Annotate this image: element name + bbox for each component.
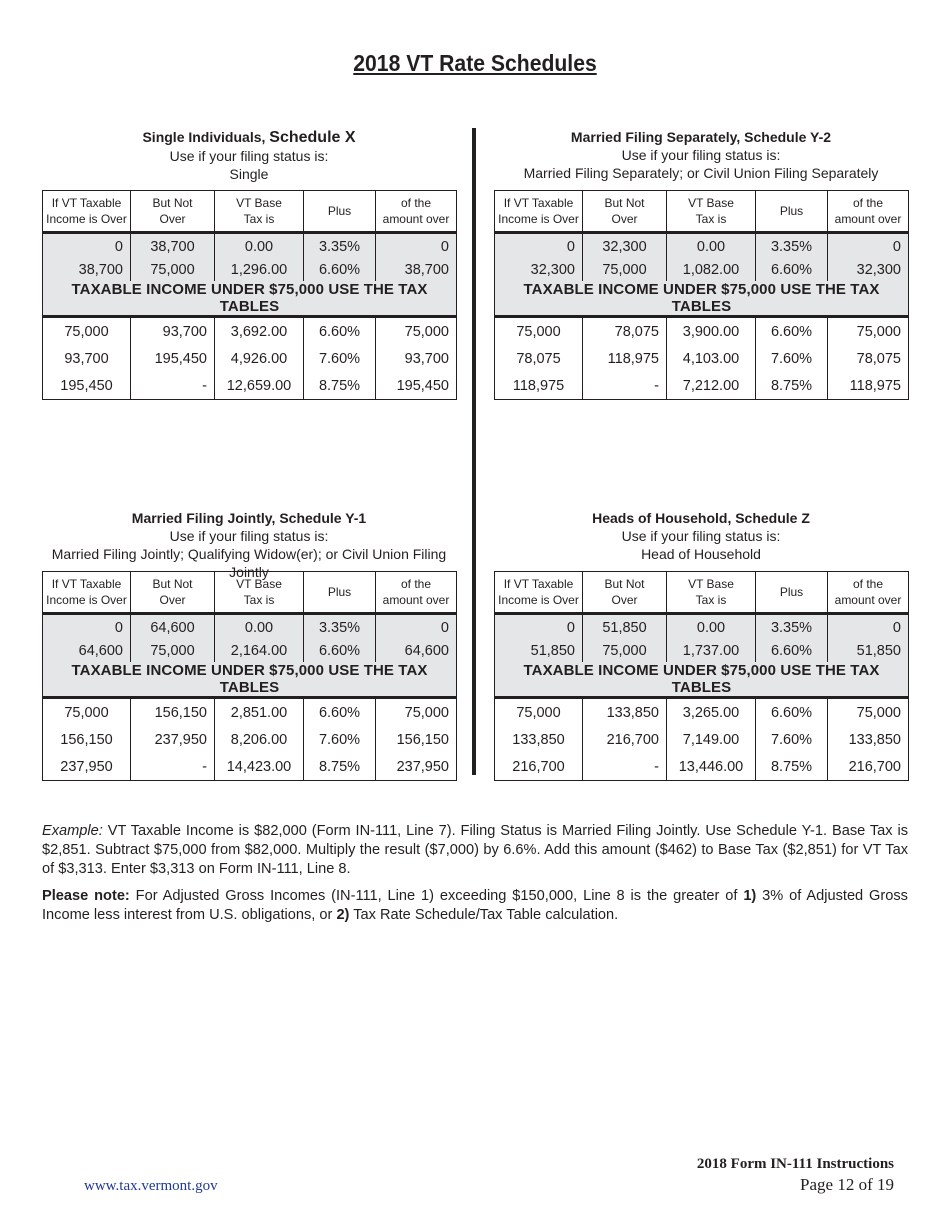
schedule-name (494, 509, 908, 527)
column-header (667, 572, 756, 614)
table-cell: 6.60% (756, 639, 828, 662)
column-header-line: Income is Over (46, 593, 127, 607)
table-row (495, 698, 909, 727)
form-name: 2018 Form IN-111 Instructions (696, 1156, 894, 1172)
table-cell: 51,850 (828, 639, 909, 662)
table-row (43, 726, 457, 753)
column-header (215, 572, 304, 614)
note-text-3: Tax Rate Schedule/Tax Table calculation. (349, 907, 619, 923)
table-cell: 195,450 (376, 372, 457, 400)
table-cell: 32,300 (583, 233, 667, 259)
table-cell: 0.00 (667, 614, 756, 640)
column-header-line: VT Base (236, 577, 282, 591)
table-cell: 75,000 (43, 698, 131, 727)
table-cell: 75,000 (43, 317, 131, 346)
website-link[interactable]: www.tax.vermont.gov (84, 1178, 218, 1194)
example-paragraph (42, 822, 908, 879)
table-cell: 118,975 (583, 345, 667, 372)
notes (42, 822, 908, 933)
table-cell: 75,000 (583, 258, 667, 281)
table-cell: 195,450 (131, 345, 215, 372)
note-bold-2: 2) (336, 907, 350, 923)
table-cell: 3,692.00 (215, 317, 304, 346)
column-header-line: If VT Taxable (51, 196, 122, 210)
column-header-line: But Not (152, 577, 193, 591)
table-cell: 6.60% (304, 639, 376, 662)
page-title: 2018 VT Rate Schedules (353, 50, 597, 76)
table-cell: 64,600 (376, 639, 457, 662)
filing-status-text: Single (229, 166, 269, 182)
table-cell: 0 (495, 233, 583, 259)
schedule-z-block (494, 509, 908, 781)
column-header (828, 191, 909, 233)
table-cell: 216,700 (828, 753, 909, 781)
tax-table-note: TAXABLE INCOME UNDER $75,000 USE THE TAX TABLES (43, 281, 457, 317)
example-text: VT Taxable Income is $82,000 (Form IN-111, Line 7). Filing Status is Married Filing Jointly. Use Schedule Y-1. Base Tax is $2,851. Subtract $75,000 from $82,000. Multiply the result ($7,000) by 6.6%. Add this amount ($462) to Base Tax ($2,851) for VT Tax of $3,313. Enter $3,313 on Form IN-111, Line 8. (42, 823, 908, 877)
rate-table (494, 571, 909, 781)
table-row (43, 258, 457, 281)
column-header (376, 191, 457, 233)
table-row (495, 317, 909, 346)
column-header (495, 572, 583, 614)
table-cell: 75,000 (131, 258, 215, 281)
table-cell: 3,265.00 (667, 698, 756, 727)
table-cell: 118,975 (828, 372, 909, 400)
table-cell: 237,950 (376, 753, 457, 781)
table-cell: 75,000 (828, 698, 909, 727)
table-cell: 156,150 (43, 726, 131, 753)
table-cell: 64,600 (43, 639, 131, 662)
column-header-line: Tax is (243, 593, 275, 607)
column-header-line: Income is Over (498, 593, 579, 607)
table-cell: 3.35% (304, 233, 376, 259)
use-if-text: Use if your filing status is: (169, 528, 329, 544)
table-cell: 0 (828, 233, 909, 259)
table-row (43, 233, 457, 259)
table-cell: 75,000 (495, 698, 583, 727)
table-cell: 0.00 (667, 233, 756, 259)
column-header-line: VT Base (688, 196, 734, 210)
table-cell: 2,851.00 (215, 698, 304, 727)
table-cell: 133,850 (495, 726, 583, 753)
table-cell: 3.35% (756, 233, 828, 259)
table-cell: 0.00 (215, 233, 304, 259)
table-row (43, 614, 457, 640)
table-cell: 32,300 (495, 258, 583, 281)
column-header (43, 572, 131, 614)
center-divider (472, 128, 476, 775)
column-header (583, 191, 667, 233)
column-header-line: of the (400, 196, 432, 210)
table-cell: 6.60% (756, 258, 828, 281)
table-cell: - (583, 753, 667, 781)
please-note-paragraph (42, 887, 908, 925)
table-cell: 0 (495, 614, 583, 640)
note-text-1: For Adjusted Gross Incomes (IN-111, Line 1) exceeding $150,000, Line 8 is the greater of (129, 888, 744, 904)
table-cell: 3.35% (756, 614, 828, 640)
table-row (495, 258, 909, 281)
table-row (43, 753, 457, 781)
column-header-line: If VT Taxable (51, 577, 122, 591)
table-cell: 8.75% (756, 372, 828, 400)
schedule-name-text: Married Filing Jointly, Schedule Y-1 (131, 510, 367, 526)
table-cell: 3,900.00 (667, 317, 756, 346)
schedule-name-text: Single Individuals, (142, 129, 270, 145)
schedule-y1-block (42, 509, 456, 781)
table-header-row (495, 572, 909, 614)
column-header-line: Over (159, 593, 186, 607)
note-bold-1: 1) (743, 888, 757, 904)
table-header-row (43, 572, 457, 614)
filing-status-text: Head of Household (641, 546, 761, 562)
table-cell: 216,700 (495, 753, 583, 781)
column-header-line: Income is Over (46, 212, 127, 226)
column-header-line: But Not (604, 196, 645, 210)
tax-table-note-row (43, 662, 457, 698)
column-header-line: Over (159, 212, 186, 226)
table-cell: 7.60% (756, 726, 828, 753)
table-cell: 216,700 (583, 726, 667, 753)
column-header-line: amount over (382, 593, 450, 607)
table-cell: 64,600 (131, 614, 215, 640)
table-cell: 8.75% (304, 753, 376, 781)
table-cell: 0 (376, 614, 457, 640)
page-number: Page 12 of 19 (800, 1175, 894, 1194)
table-cell: - (131, 372, 215, 400)
table-cell: 6.60% (304, 317, 376, 346)
table-cell: 75,000 (376, 698, 457, 727)
filing-status-text: Married Filing Separately; or Civil Union Filing Separately (523, 165, 879, 181)
column-header-line: Tax is (695, 593, 727, 607)
rate-table (494, 190, 909, 400)
table-row (43, 317, 457, 346)
column-header-line: Plus (779, 204, 804, 218)
schedule-name (42, 509, 456, 527)
table-cell: 32,300 (828, 258, 909, 281)
table-cell: 78,075 (495, 345, 583, 372)
table-cell: 93,700 (131, 317, 215, 346)
please-note-label: Please note: (42, 888, 130, 904)
column-header (756, 191, 828, 233)
table-cell: 1,082.00 (667, 258, 756, 281)
table-row (495, 233, 909, 259)
use-if-text: Use if your filing status is: (621, 528, 781, 544)
note-text-2: 3% of Adjusted Gross Income less interest from U.S. obligations, or (42, 888, 908, 923)
column-header (304, 191, 376, 233)
column-header-line: Over (611, 212, 638, 226)
table-cell: 38,700 (376, 258, 457, 281)
table-cell: 38,700 (131, 233, 215, 259)
table-cell: 51,850 (583, 614, 667, 640)
column-header (667, 191, 756, 233)
filing-status-text: Married Filing Jointly; Qualifying Widow(er); or Civil Union Filing Jointly (51, 546, 447, 580)
table-cell: 75,000 (583, 639, 667, 662)
table-cell: 6.60% (304, 698, 376, 727)
schedule-x-block (42, 128, 456, 400)
tax-table-note-row (43, 281, 457, 317)
table-row (43, 372, 457, 400)
tax-table-note-row (495, 281, 909, 317)
table-cell: 7.60% (304, 726, 376, 753)
table-header-row (43, 191, 457, 233)
table-cell: 51,850 (495, 639, 583, 662)
table-cell: 156,150 (131, 698, 215, 727)
use-if-text: Use if your filing status is: (169, 148, 329, 164)
column-header-line: Plus (327, 204, 352, 218)
tax-table-note-row (495, 662, 909, 698)
table-cell: 133,850 (583, 698, 667, 727)
table-cell: 75,000 (131, 639, 215, 662)
table-cell: - (583, 372, 667, 400)
schedule-header (42, 509, 456, 580)
column-header-line: Plus (779, 585, 804, 599)
table-cell: 12,659.00 (215, 372, 304, 400)
table-row (495, 639, 909, 662)
table-cell: 7,149.00 (667, 726, 756, 753)
table-cell: 3.35% (304, 614, 376, 640)
table-cell: 195,450 (43, 372, 131, 400)
column-header (583, 572, 667, 614)
table-cell: 75,000 (495, 317, 583, 346)
example-label: Example: (42, 823, 103, 839)
column-header (495, 191, 583, 233)
table-cell: 2,164.00 (215, 639, 304, 662)
schedule-name-suffix: Schedule X (269, 129, 356, 146)
table-cell: 0 (376, 233, 457, 259)
table-cell: 237,950 (43, 753, 131, 781)
column-header-line: If VT Taxable (503, 196, 574, 210)
column-header-line: But Not (152, 196, 193, 210)
table-cell: 6.60% (756, 317, 828, 346)
table-cell: 118,975 (495, 372, 583, 400)
column-header-line: amount over (834, 212, 902, 226)
column-header (304, 572, 376, 614)
table-cell: 237,950 (131, 726, 215, 753)
table-cell: - (131, 753, 215, 781)
table-cell: 38,700 (43, 258, 131, 281)
table-cell: 0.00 (215, 614, 304, 640)
schedule-name-text: Married Filing Separately, Schedule Y-2 (570, 129, 832, 145)
table-cell: 156,150 (376, 726, 457, 753)
tax-table-note: TAXABLE INCOME UNDER $75,000 USE THE TAX TABLES (495, 281, 909, 317)
rate-table (42, 190, 457, 400)
table-cell: 93,700 (376, 345, 457, 372)
column-header-line: of the (852, 577, 884, 591)
column-header (828, 572, 909, 614)
table-row (43, 698, 457, 727)
column-header (376, 572, 457, 614)
table-row (495, 345, 909, 372)
table-cell: 8.75% (304, 372, 376, 400)
table-cell: 0 (43, 614, 131, 640)
schedule-name (42, 128, 456, 147)
column-header (131, 191, 215, 233)
table-cell: 75,000 (828, 317, 909, 346)
table-cell: 1,296.00 (215, 258, 304, 281)
table-row (495, 726, 909, 753)
table-cell: 6.60% (304, 258, 376, 281)
column-header (215, 191, 304, 233)
table-cell: 13,446.00 (667, 753, 756, 781)
table-cell: 14,423.00 (215, 753, 304, 781)
table-cell: 7,212.00 (667, 372, 756, 400)
column-header-line: But Not (604, 577, 645, 591)
table-header-row (495, 191, 909, 233)
table-cell: 1,737.00 (667, 639, 756, 662)
table-cell: 6.60% (756, 698, 828, 727)
column-header-line: VT Base (236, 196, 282, 210)
table-cell: 78,075 (583, 317, 667, 346)
column-header-line: of the (852, 196, 884, 210)
column-header-line: amount over (382, 212, 450, 226)
column-header-line: Tax is (695, 212, 727, 226)
tax-table-note: TAXABLE INCOME UNDER $75,000 USE THE TAX TABLES (43, 662, 457, 698)
table-cell: 0 (43, 233, 131, 259)
schedule-header (494, 509, 908, 571)
table-row (495, 753, 909, 781)
column-header-line: If VT Taxable (503, 577, 574, 591)
column-header-line: Tax is (243, 212, 275, 226)
table-cell: 7.60% (304, 345, 376, 372)
schedule-y2-block (494, 128, 908, 400)
table-row (43, 345, 457, 372)
schedule-header (42, 128, 456, 190)
table-row (495, 372, 909, 400)
column-header-line: Income is Over (498, 212, 579, 226)
schedule-header (494, 128, 908, 190)
table-row (43, 639, 457, 662)
footer-page-info (697, 1155, 894, 1196)
table-cell: 8.75% (756, 753, 828, 781)
table-cell: 8,206.00 (215, 726, 304, 753)
column-header-line: amount over (834, 593, 902, 607)
table-cell: 4,926.00 (215, 345, 304, 372)
use-if-text: Use if your filing status is: (621, 147, 781, 163)
column-header-line: VT Base (688, 577, 734, 591)
column-header-line: Over (611, 593, 638, 607)
schedule-name-text: Heads of Household, Schedule Z (592, 510, 810, 526)
column-header-line: Plus (327, 585, 352, 599)
schedule-name (494, 128, 908, 146)
column-header (43, 191, 131, 233)
table-cell: 7.60% (756, 345, 828, 372)
column-header-line: of the (400, 577, 432, 591)
rate-table (42, 571, 457, 781)
table-row (495, 614, 909, 640)
column-header (756, 572, 828, 614)
table-cell: 0 (828, 614, 909, 640)
table-cell: 93,700 (43, 345, 131, 372)
table-cell: 75,000 (376, 317, 457, 346)
table-cell: 133,850 (828, 726, 909, 753)
table-cell: 78,075 (828, 345, 909, 372)
table-cell: 4,103.00 (667, 345, 756, 372)
column-header (131, 572, 215, 614)
tax-table-note: TAXABLE INCOME UNDER $75,000 USE THE TAX TABLES (495, 662, 909, 698)
